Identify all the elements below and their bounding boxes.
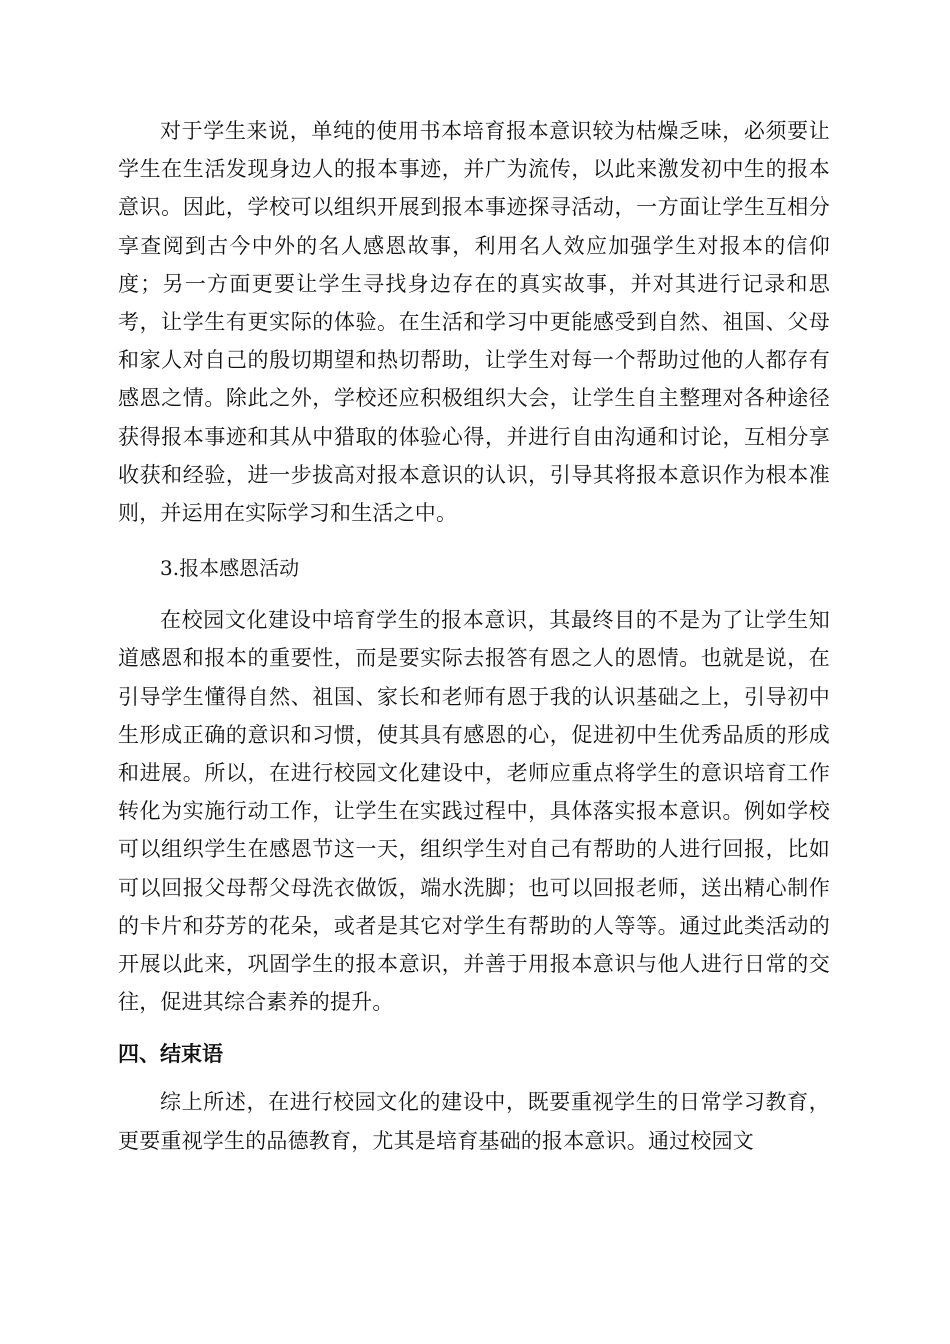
section-title-conclusion: 四、结束语 [118,1042,223,1067]
paragraph-reward-stories: 对于学生来说，单纯的使用书本培育报本意识较为枯燥乏味，必须要让学生在生活发现身边人的报本事迹，并广为流传，以此来激发初中生的报本意识。因此，学校可以组织开展到报本事迹探寻活动，一方面让学生互相分享查阅到古今中外的名人感恩故事，利用名人效应加强学生对报本的信仰度；另一方面更要让学生寻找身边存在的真实故事，并对其进行记录和思考，让学生有更实际的体验。在生活和学习中更能感受到自然、祖国、父母和家人对自己的殷切期望和热切帮助，让学生对每一个帮助过他的人都存有感恩之情。除此之外，学校还应积极组织大会，让学生自主整理对各种途径获得报本事迹和其从中猎取的体验心得，并进行自由沟通和讨论，互相分享收获和经验，进一步拔高对报本意识的认识，引导其将报本意识作为根本准则，并运用在实际学习和生活之中。 [118,119,830,526]
document-body [118,112,830,1160]
paragraph-conclusion: 综上所述，在进行校园文化的建设中，既要重视学生的日常学习教育，更要重视学生的品德教育，尤其是培育基础的报本意识。通过校园文 [118,1090,830,1153]
paragraph-gratitude-activities: 在校园文化建设中培育学生的报本意识，其最终目的不是为了让学生知道感恩和报本的重要性，而是要实际去报答有恩之人的恩情。也就是说，在引导学生懂得自然、祖国、家长和老师有恩于我的认识基础之上，引导初中生形成正确的意识和习惯，使其具有感恩的心，促进初中生优秀品质的形成和进展。所以，在进行校园文化建设中，老师应重点将学生的意识培育工作转化为实施行动工作，让学生在实践过程中，具体落实报本意识。例如学校可以组织学生在感恩节这一天，组织学生对自己有帮助的人进行回报，比如可以回报父母帮父母洗衣做饭，端水洗脚；也可以回报老师，送出精心制作的卡片和芬芳的花朵，或者是其它对学生有帮助的人等等。通过此类活动的开展以此来，巩固学生的报本意识，并善于用报本意识与他人进行日常的交往，促进其综合素养的提升。 [118,608,830,1015]
subheading-gratitude-activities: 3.报本感恩活动 [160,556,300,581]
